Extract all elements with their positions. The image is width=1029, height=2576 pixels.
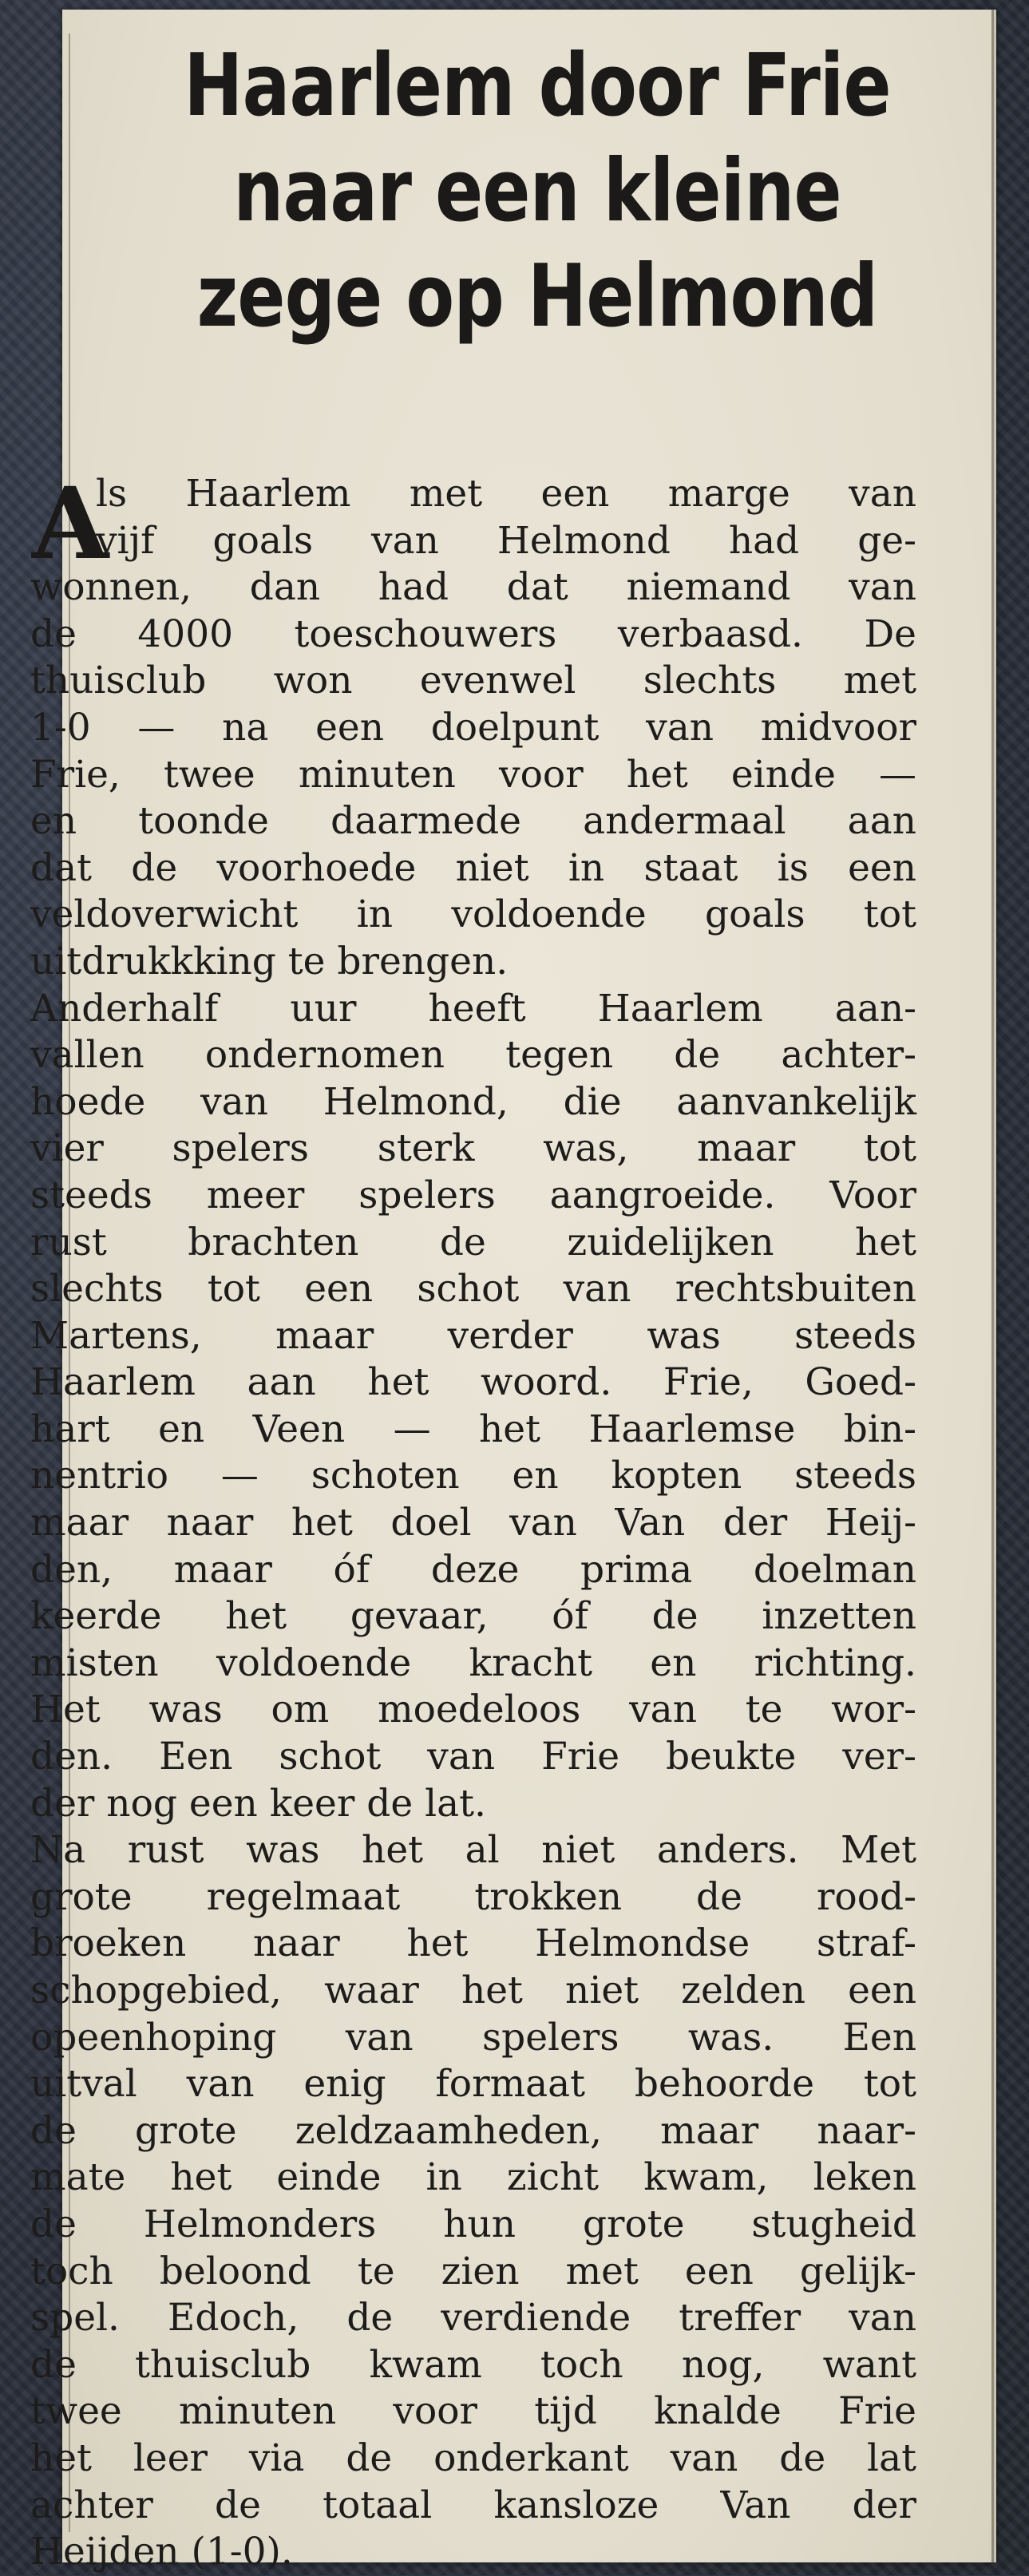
text-line: misten voldoende kracht en richting.: [30, 1640, 916, 1685]
text-line: Anderhalf uur heeft Haarlem aan-: [30, 986, 916, 1031]
text-line: Martens, maar verder was steeds: [30, 1313, 916, 1358]
text-line: ls Haarlem met een marge van: [96, 472, 916, 516]
text-line: Na rust was het al niet anders. Met: [30, 1828, 916, 1873]
text-line: achter de totaal kansloze Van der: [30, 2483, 916, 2527]
text-line: toch beloond te zien met een gelijk-: [30, 2249, 916, 2293]
article-body: [30, 466, 916, 2576]
paragraph-1: [30, 466, 916, 986]
text-line: vallen ondernomen tegen de achter-: [30, 1033, 916, 1078]
text-line: grote regelmaat trokken de rood-: [30, 1874, 916, 1919]
text-line: keerde het gevaar, óf de inzetten: [30, 1594, 916, 1639]
text-line: broeken naar het Helmondse straf-: [30, 1921, 916, 1966]
text-line: de grote zeldzaamheden, maar naar-: [30, 2108, 916, 2153]
text-line: de thuisclub kwam toch nog, want: [30, 2342, 916, 2387]
text-line: spel. Edoch, de verdiende treffer van: [30, 2296, 916, 2341]
text-line: veldoverwicht in voldoende goals tot: [30, 892, 916, 937]
text-line: rust brachten de zuidelijken het: [30, 1220, 916, 1264]
text-line: der nog een keer de lat.: [30, 1781, 486, 1826]
text-line: thuisclub won evenwel slechts met: [30, 659, 916, 703]
text-line: dat de voorhoede niet in staat is een: [30, 845, 916, 890]
headline-line-3: zege op Helmond: [196, 247, 878, 346]
text-line: Het was om moedeloos van te wor-: [30, 1688, 916, 1732]
headline-line-1: Haarlem door Frie: [184, 36, 891, 136]
text-line: uitdrukkking te brengen.: [30, 939, 509, 983]
text-line: Frie, twee minuten voor het einde —: [30, 752, 916, 797]
text-line: maar naar het doel van Van der Heij-: [30, 1501, 916, 1545]
text-line: Haarlem aan het woord. Frie, Goed-: [30, 1360, 916, 1405]
text-line: Heijden (1-0).: [30, 2530, 293, 2574]
drop-cap: A: [32, 466, 109, 582]
text-line: de 4000 toeschouwers verbaasd. De: [30, 611, 916, 656]
headline: [174, 34, 900, 350]
text-line: uitval van enig formaat behoorde tot: [30, 2062, 916, 2107]
text-line: nentrio — schoten en kopten steeds: [30, 1454, 916, 1498]
text-line: en toonde daarmede andermaal aan: [30, 799, 916, 844]
text-line: steeds meer spelers aangroeide. Voor: [30, 1173, 916, 1217]
text-line: de Helmonders hun grote stugheid: [30, 2202, 916, 2246]
text-line: 1-0 — na een doelpunt van midvoor: [30, 705, 916, 750]
text-line: vier spelers sterk was, maar tot: [30, 1126, 916, 1171]
text-line: schopgebied, waar het niet zelden een: [30, 1969, 916, 2012]
paragraph-3: [30, 1827, 916, 2576]
text-line: den. Een schot van Frie beukte ver-: [30, 1735, 916, 1779]
text-line: den, maar óf deze prima doelman: [30, 1547, 916, 1592]
text-line: hart en Veen — het Haarlemse bin-: [30, 1407, 916, 1451]
column-rule-right: [991, 10, 994, 2562]
text-line: twee minuten voor tijd knalde Frie: [30, 2389, 916, 2434]
headline-line-2: naar een kleine: [233, 141, 841, 241]
text-line: vijf goals van Helmond had ge-: [96, 518, 916, 563]
text-line: het leer via de onderkant van de lat: [30, 2436, 916, 2480]
text-line: wonnen, dan had dat niemand van: [30, 565, 916, 610]
text-line: opeenhoping van spelers was. Een: [30, 2015, 916, 2060]
paragraph-2: [30, 986, 916, 1828]
text-line: mate het einde in zicht kwam, leken: [30, 2155, 916, 2200]
text-line: hoede van Helmond, die aanvankelijk: [30, 1079, 916, 1124]
text-line: slechts tot een schot van rechtsbuiten: [30, 1267, 916, 1312]
